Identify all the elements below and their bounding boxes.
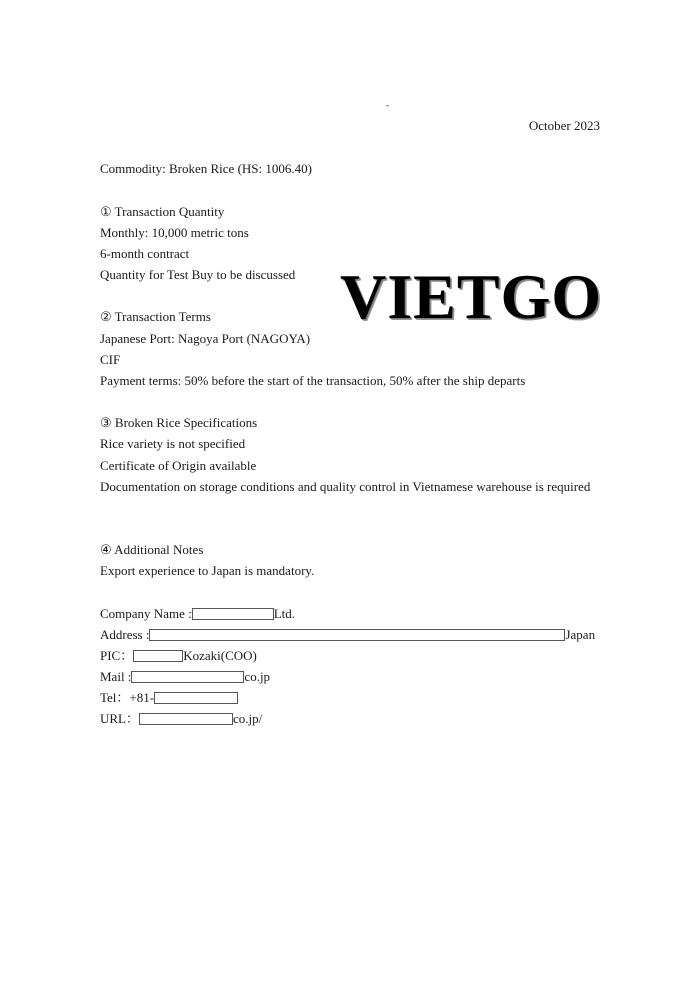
pic-suffix: Kozaki(COO) (183, 648, 257, 663)
pic-row (100, 648, 257, 664)
specs-paragraph: Documentation on storage conditions and quality control in Vietnamese warehouse is required (100, 479, 591, 494)
address-suffix: Japan (565, 627, 596, 642)
url-suffix: co.jp/ (233, 711, 263, 726)
commodity-line: Commodity: Broken Rice (HS: 1006.40) (100, 161, 312, 176)
company-label: Company Name : (100, 606, 192, 621)
company-suffix: Ltd. (273, 606, 296, 621)
section-terms-heading: ② Transaction Terms (100, 309, 211, 324)
specs-line: Rice variety is not specified (100, 436, 246, 451)
header-marker: - (386, 100, 389, 110)
quantity-line: Quantity for Test Buy to be discussed (100, 267, 296, 282)
vietgo-watermark-logo: VIETGO (340, 261, 603, 332)
notes-line: Export experience to Japan is mandatory. (100, 563, 315, 578)
tel-label: Tel：+81- (100, 690, 155, 705)
mail-field[interactable] (131, 671, 244, 683)
terms-line: Japanese Port: Nagoya Port (NAGOYA) (100, 331, 311, 346)
url-label: URL： (100, 711, 140, 726)
address-row (100, 627, 595, 643)
address-field[interactable] (149, 629, 565, 641)
tel-field[interactable] (154, 692, 238, 704)
url-row (100, 711, 262, 727)
mail-label: Mail : (100, 669, 132, 684)
pic-label: PIC： (100, 648, 134, 663)
section-quantity-heading: ① Transaction Quantity (100, 204, 225, 219)
section-specs-heading: ③ Broken Rice Specifications (100, 415, 258, 430)
terms-line: Payment terms: 50% before the start of the transaction, 50% after the ship departs (100, 373, 526, 388)
quantity-line: Monthly: 10,000 metric tons (100, 225, 249, 240)
company-name-field[interactable] (192, 608, 274, 620)
address-label: Address : (100, 627, 150, 642)
section-notes-heading: ④ Additional Notes (100, 542, 204, 557)
terms-line: CIF (100, 352, 121, 367)
url-field[interactable] (139, 713, 233, 725)
mail-row (100, 669, 270, 685)
company-row (100, 606, 295, 622)
quantity-line: 6-month contract (100, 246, 190, 261)
tel-row (100, 690, 238, 706)
mail-suffix: co.jp (244, 669, 271, 684)
specs-line: Certificate of Origin available (100, 458, 257, 473)
pic-name-field[interactable] (133, 650, 183, 662)
document-date: October 2023 (528, 118, 600, 133)
